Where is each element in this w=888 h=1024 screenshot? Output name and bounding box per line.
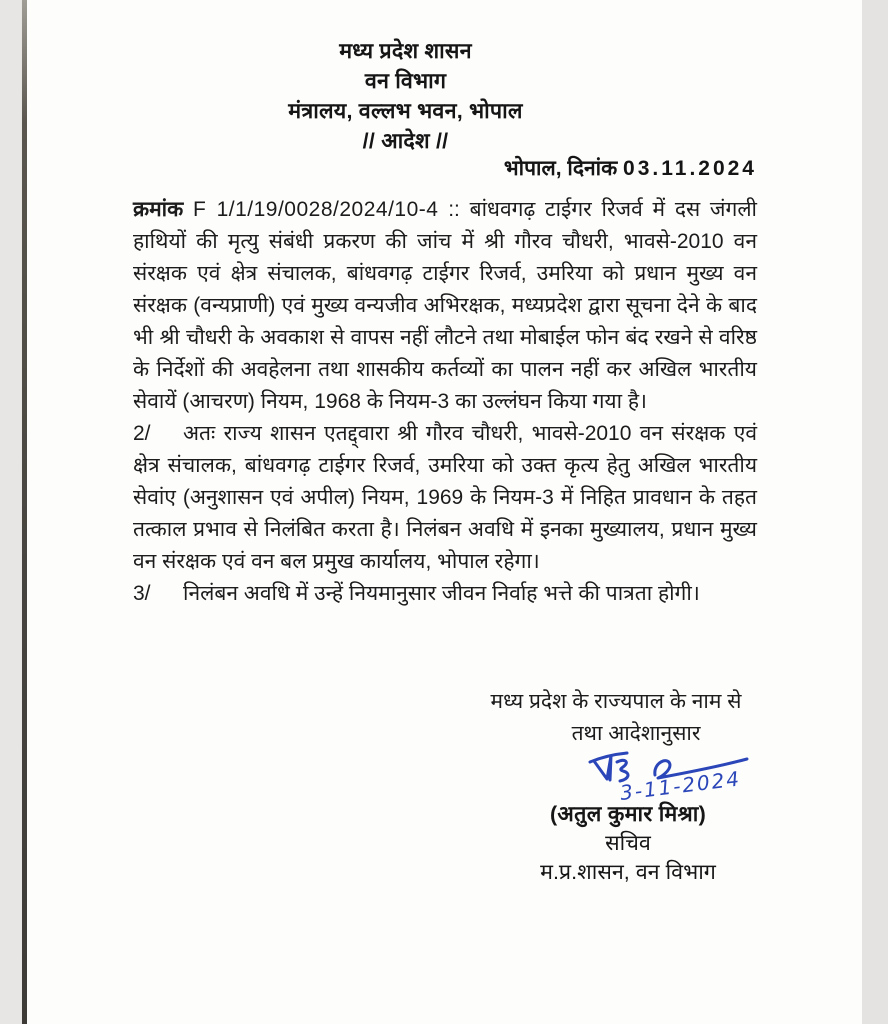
closing-line-1: मध्य प्रदेश के राज्यपाल के नाम से [490,690,742,713]
signatory-block [468,800,788,887]
place-label: भोपाल, दिनांक [503,157,618,180]
para3-text: निलंबन अवधि में उन्हें नियमानुसार जीवन निर्वाह भत्ते की पात्रता होगी। [183,582,700,605]
closing-line-2: तथा आदेशानुसार [571,722,701,745]
paragraph-3 [133,578,757,610]
signatory-designation: सचिव [605,831,651,855]
order-title: // आदेश // [362,129,449,153]
paragraph-2 [133,418,757,578]
file-number: F 1/1/19/0028/2024/10-4 [193,198,439,221]
government-name: मध्य प्रदेश शासन [339,39,472,63]
office-address: मंत्रालय, वल्लभ भवन, भोपाल [288,99,523,123]
department-name: वन विभाग [364,69,447,93]
signature-date: 3-11-2024 [618,766,743,805]
para3-number: 3/ [133,582,151,605]
letter-page [27,0,862,1024]
para1-separator: :: [448,198,460,221]
scan-right-margin [862,0,888,1024]
paragraph-1 [133,194,757,418]
signatory-name: (अतुल कुमार मिश्रा) [549,802,707,826]
closing-formula [455,686,777,750]
place-date-line [133,154,757,182]
para1-label: क्रमांक [133,198,184,221]
scan-left-margin [0,0,22,1024]
signature-stroke-3 [617,760,628,781]
order-body [133,194,757,610]
para1-text: बांधवगढ़ टाईगर रिजर्व में दस जंगली हाथियों की मृत्यु संबंधी प्रकरण की जांच में श्री गौरव चौधरी, भावसे-2010 वन संरक्षक एवं क्षेत्र संचालक, बांधवगढ़ टाईगर रिजर्व, उमरिया को प्रधान मुख्य वन संरक्षक (वन्यप्राणी) एवं मुख्य वन्यजीव अभिरक्षक, मध्यप्रदेश द्वारा सूचना देने के बाद भी श्री चौधरी के अवकाश से वापस नहीं लौटने तथा मोबाईल फोन बंद रखने से वरिष्ठ के निर्देशों की अवहेलना तथा शासकीय कर्तव्यों का पालन नहीं कर अखिल भारतीय सेवायें (आचरण) नियम, 1968 के नियम-3 का उल्लंघन किया गया है। [133,198,757,413]
order-date: 03.11.2024 [623,157,757,180]
para2-number: 2/ [133,422,151,445]
letterhead [133,36,678,156]
signatory-department: म.प्र.शासन, वन विभाग [540,860,716,884]
para2-text: अतः राज्य शासन एतद्द्वारा श्री गौरव चौधरी, भावसे-2010 वन संरक्षक एवं क्षेत्र संचालक, बांधवगढ़ टाईगर रिजर्व, उमरिया को उक्त कृत्य हेतु अखिल भारतीय सेवांए (अनुशासन एवं अपील) नियम, 1969 के नियम-3 में निहित प्रावधान के तहत तत्काल प्रभाव से निलंबित करता है। निलंबन अवधि में इनका मुख्यालय, प्रधान मुख्य वन संरक्षक एवं वन बल प्रमुख कार्यालय, भोपाल रहेगा। [133,422,757,573]
